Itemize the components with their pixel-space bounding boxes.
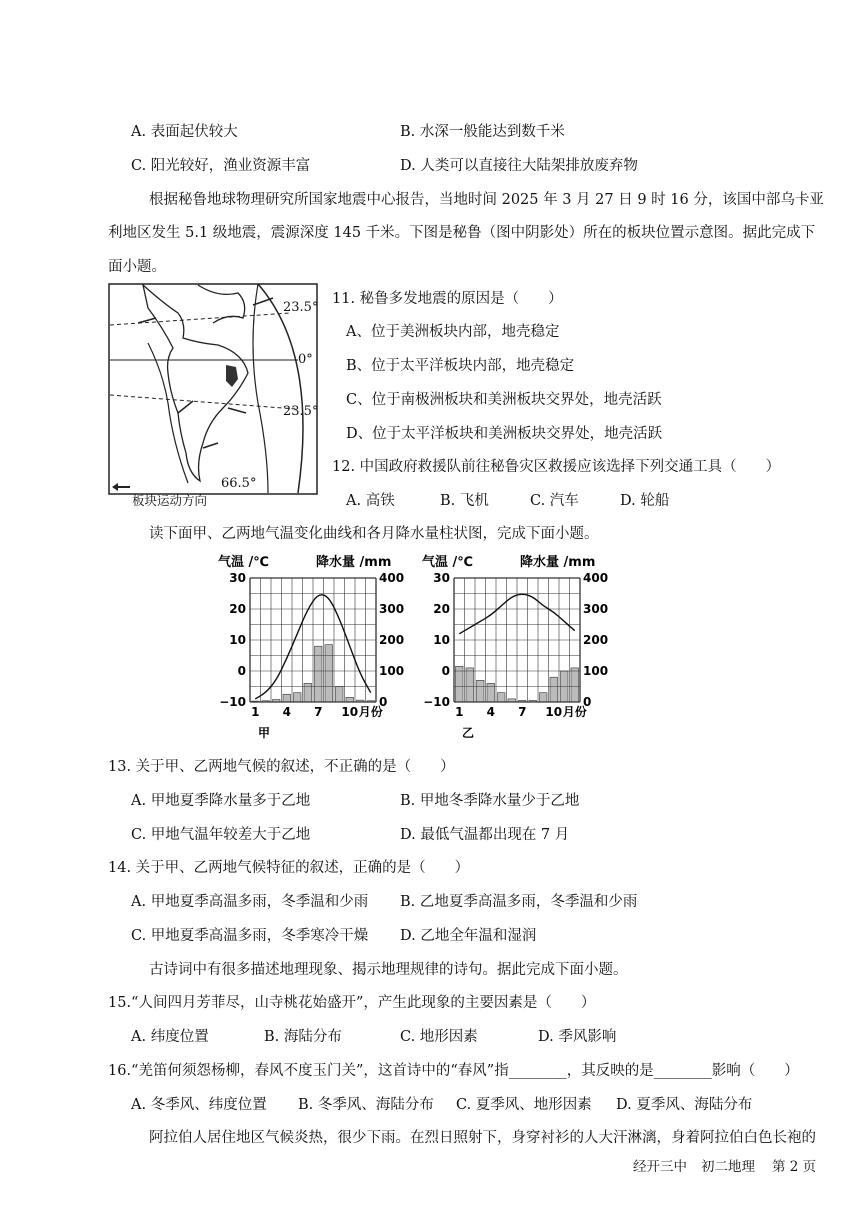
precip-tick-label: 300 <box>379 602 405 616</box>
q10-option-c: C. 阳光较好，渔业资源丰富 <box>131 158 311 174</box>
q15-option-b: B. 海陆分布 <box>264 1029 342 1045</box>
month-axis-suffix: 月份 <box>562 705 587 719</box>
precip-bar <box>294 693 302 702</box>
lat-label-23s: 23.5° <box>283 404 319 419</box>
precip-tick-label: 100 <box>583 664 609 678</box>
q15-option-c: C. 地形因素 <box>400 1029 478 1045</box>
q15-option-d: D. 季风影响 <box>538 1029 617 1045</box>
q11-stem: 11. 秘鲁多发地震的原因是（ ） <box>332 291 563 307</box>
q14-option-b: B. 乙地夏季高温多雨，冬季温和少雨 <box>400 894 638 910</box>
q10-option-a: A. 表面起伏较大 <box>131 124 238 140</box>
footer-subject: 初二地理 <box>701 1159 755 1175</box>
month-tick-label: 1 <box>251 705 260 719</box>
precip-bar <box>477 680 485 702</box>
q16-option-b: B. 冬季风、海陆分布 <box>298 1097 434 1113</box>
lat-label-66s: 66.5° <box>221 476 257 491</box>
precip-bar <box>315 646 323 702</box>
q15-stem: 15.“人间四月芳菲尽，山寺桃花始盛开”，产生此现象的主要因素是（ ） <box>108 995 596 1011</box>
temp-tick-label: 20 <box>433 602 450 616</box>
q16-option-d: D. 夏季风、海陆分布 <box>616 1097 753 1113</box>
passage1-line2: 利地区发生 5.1 级地震，震源深度 145 千米。下图是秘鲁（图中阴影处）所在的板块位置示意图。据此完成下 <box>108 225 816 241</box>
month-tick-label: 10 <box>341 705 359 719</box>
q10-option-d: D. 人类可以直接往大陆架排放废弃物 <box>400 158 638 174</box>
climate-chart-jia <box>216 552 416 740</box>
climate-chart-yi <box>420 552 620 740</box>
month-tick-label: 7 <box>314 705 323 719</box>
temp-tick-label: 0 <box>237 664 246 678</box>
q15-option-a: A. 纬度位置 <box>131 1029 209 1045</box>
temp-tick-label: −10 <box>219 695 246 709</box>
temp-tick-label: 10 <box>229 633 246 647</box>
q14-option-c: C. 甲地夏季高温多雨，冬季寒冷干燥 <box>131 928 369 944</box>
month-tick-label: 4 <box>486 705 495 719</box>
temp-tick-label: 30 <box>229 571 246 585</box>
chart-name-label: 乙 <box>462 726 475 740</box>
q16-option-c: C. 夏季风、地形因素 <box>456 1097 592 1113</box>
q12-option-b: B. 飞机 <box>440 493 489 509</box>
month-tick-label: 7 <box>518 705 527 719</box>
precip-bar <box>550 677 558 702</box>
q10-option-b: B. 水深一般能达到数千米 <box>400 124 565 140</box>
q11-option-c: C、位于南极洲板块和美洲板块交界处，地壳活跃 <box>346 392 662 408</box>
q13-stem: 13. 关于甲、乙两地气候的叙述，不正确的是（ ） <box>108 759 455 775</box>
precip-bar <box>304 683 312 702</box>
month-tick-label: 1 <box>455 705 464 719</box>
precip-tick-label: 200 <box>379 633 405 647</box>
precip-bar <box>325 645 333 702</box>
precip-bar <box>498 693 506 702</box>
temp-tick-label: 0 <box>441 664 450 678</box>
temp-tick-label: −10 <box>423 695 450 709</box>
precip-tick-label: 100 <box>379 664 405 678</box>
precip-tick-label: 200 <box>583 633 609 647</box>
passage1-line1: 根据秘鲁地球物理研究所国家地震中心报告，当地时间 2025 年 3 月 27 日 9 时 16 分，该国中部乌卡亚 <box>149 192 824 208</box>
q16-stem: 16.“羌笛何须怨杨柳，春风不度玉门关”，这首诗中的“春风”指________，其反映的是________影响（ ） <box>108 1063 799 1079</box>
temp-tick-label: 10 <box>433 633 450 647</box>
lat-label-0: 0° <box>298 352 313 367</box>
temp-axis-title: 气温 /℃ <box>422 555 474 570</box>
month-tick-label: 4 <box>282 705 291 719</box>
precip-bar <box>466 668 474 702</box>
precip-tick-label: 400 <box>379 571 405 585</box>
lat-label-23n: 23.5° <box>283 300 319 315</box>
q11-option-d: D、位于太平洋板块和美洲板块交界处，地壳活跃 <box>346 426 663 442</box>
precip-tick-label: 300 <box>583 602 609 616</box>
footer-school: 经开三中 <box>633 1159 687 1175</box>
precip-axis-title: 降水量 /mm <box>520 555 596 570</box>
precip-tick-label: 0 <box>583 695 592 709</box>
precip-bar <box>336 687 344 703</box>
precip-axis-title: 降水量 /mm <box>316 555 392 570</box>
footer-page: 第 2 页 <box>772 1159 817 1175</box>
precip-bar <box>346 697 354 702</box>
temp-tick-label: 20 <box>229 602 246 616</box>
q12-option-d: D. 轮船 <box>620 493 670 509</box>
passage2: 读下面甲、乙两地气温变化曲线和各月降水量柱状图，完成下面小题。 <box>149 526 599 542</box>
precip-bar <box>456 666 464 702</box>
precip-bar <box>283 694 291 702</box>
precip-bar <box>540 693 548 702</box>
passage1-line3: 面小题。 <box>108 259 166 275</box>
precip-tick-label: 0 <box>379 695 388 709</box>
precip-tick-label: 400 <box>583 571 609 585</box>
temp-tick-label: 30 <box>433 571 450 585</box>
q13-option-d: D. 最低气温都出现在 7 月 <box>400 827 570 843</box>
month-axis-suffix: 月份 <box>358 705 383 719</box>
temp-axis-title: 气温 /℃ <box>218 555 270 570</box>
q13-option-b: B. 甲地冬季降水量少于乙地 <box>400 793 580 809</box>
q14-option-d: D. 乙地全年温和湿润 <box>400 928 537 944</box>
map-legend-label: 板块运动方向 <box>132 493 208 508</box>
q14-stem: 14. 关于甲、乙两地气候特征的叙述，正确的是（ ） <box>108 860 470 876</box>
q12-stem: 12. 中国政府救援队前往秘鲁灾区救援应该选择下列交通工具（ ） <box>332 459 781 475</box>
precip-bar <box>571 668 579 702</box>
q13-option-a: A. 甲地夏季降水量多于乙地 <box>131 793 311 809</box>
passage4: 阿拉伯人居住地区气候炎热，很少下雨。在烈日照射下，身穿衬衫的人大汗淋漓，身着阿拉伯白色长袍的 <box>149 1130 816 1146</box>
chart-name-label: 甲 <box>258 726 271 740</box>
passage3: 古诗词中有很多描述地理现象、揭示地理规律的诗句。据此完成下面小题。 <box>149 962 628 978</box>
precip-bar <box>487 683 495 702</box>
q12-option-c: C. 汽车 <box>530 493 579 509</box>
q12-option-a: A. 高铁 <box>346 493 395 509</box>
q13-option-c: C. 甲地气温年较差大于乙地 <box>131 827 311 843</box>
month-tick-label: 10 <box>545 705 563 719</box>
q16-option-a: A. 冬季风、纬度位置 <box>131 1097 267 1113</box>
q11-option-b: B、位于太平洋板块内部，地壳稳定 <box>346 358 575 374</box>
q11-option-a: A、位于美洲板块内部，地壳稳定 <box>346 324 560 340</box>
q14-option-a: A. 甲地夏季高温多雨，冬季温和少雨 <box>131 894 369 910</box>
